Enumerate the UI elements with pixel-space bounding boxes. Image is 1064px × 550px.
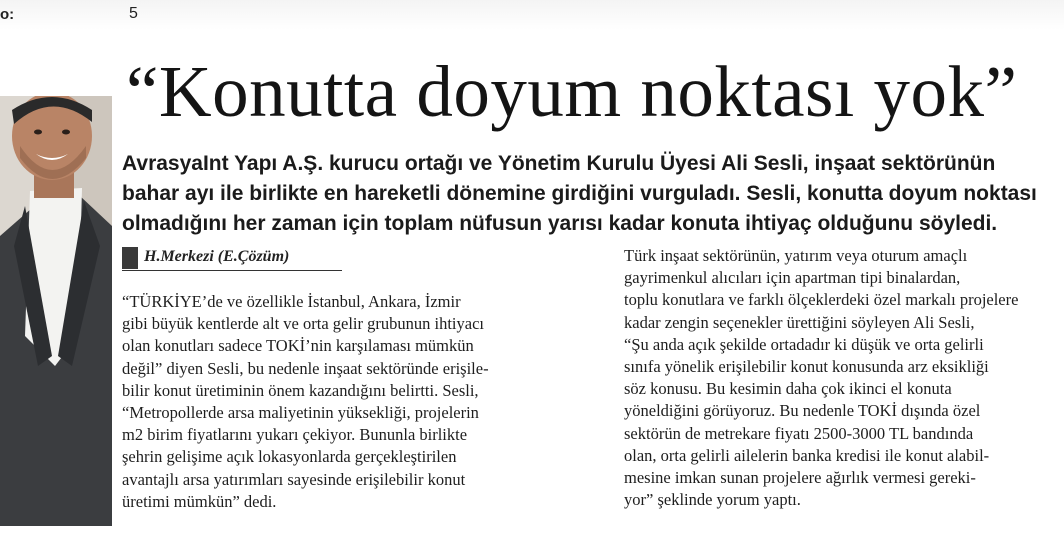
body-line: olan, orta gelirli ailelerin banka kredisi ile konut alabil- xyxy=(624,445,990,465)
body-line: gibi büyük kentlerde alt ve orta gelir grubunun ihtiyacı xyxy=(122,314,484,334)
body-line: “TÜRKİYE’de ve özellikle İstanbul, Ankara, İzmir xyxy=(122,292,461,311)
body-line: üretimi mümkün” dedi. xyxy=(122,491,277,511)
body-column-left xyxy=(122,291,602,513)
body-line: toplu konutlara ve farklı ölçeklerdeki özel markalı projelere xyxy=(624,290,1019,310)
body-column-right xyxy=(624,245,1064,511)
body-line: sektörün de metrekare fiyatı 2500-3000 TL bandında xyxy=(624,423,974,443)
lead-paragraph xyxy=(122,149,1064,239)
body-line: olan konutları sadece TOKİ’nin karşılaması mümkün xyxy=(122,336,474,356)
body-line: mesine imkan sunan projelere ağırlık vermesi gereki- xyxy=(624,468,976,488)
top-strip xyxy=(0,0,1064,30)
byline-marker xyxy=(122,247,138,269)
lead-line: olmadığını her zaman için toplam nüfusun yarısı kadar konuta ihtiyaç olduğunu söyledi. xyxy=(122,212,998,235)
body-line: kadar zengin seçenekler ürettiğini söyleyen Ali Sesli, xyxy=(624,312,975,332)
portrait-illustration xyxy=(0,96,112,526)
body-line: söz konusu. Bu kesimin daha çok ikinci el konuta xyxy=(624,379,952,399)
body-line: Türk inşaat sektörünün, yatırım veya oturum amaçlı xyxy=(624,246,968,265)
byline-text: H.Merkezi (E.Çözüm) xyxy=(144,248,290,265)
body-line: şehrin gelişime açık lokasyonlarda gerçekleştirilen xyxy=(122,447,457,467)
header-label: o: xyxy=(0,6,15,23)
body-line: gayrimenkul alıcıları için apartman tipi binalardan, xyxy=(624,268,961,288)
lead-line: AvrasyaInt Yapı A.Ş. kurucu ortağı ve Yönetim Kurulu Üyesi Ali Sesli, inşaat sektörünün xyxy=(122,152,996,175)
body-line: yöneldiğini görüyoruz. Bu nedenle TOKİ dışında özel xyxy=(624,401,981,421)
body-line: avantajlı arsa yatırımları sayesinde erişilebilir konut xyxy=(122,469,466,489)
body-line: yor” şeklinde yorum yaptı. xyxy=(624,490,801,510)
body-line: m2 birim fiyatlarını yukarı çekiyor. Bununla birlikte xyxy=(122,425,468,445)
body-line: değil” diyen Sesli, bu nedenle inşaat sektöründe erişile- xyxy=(122,358,489,378)
body-line: “Şu anda açık şekilde ortadadır ki düşük ve orta gelirli xyxy=(624,334,984,354)
body-line: bilir konut üretiminin önem kazandığını belirtti. Sesli, xyxy=(122,380,479,400)
body-line: “Metropollerde arsa maliyetinin yüksekliği, projelerin xyxy=(122,403,479,423)
lead-line: bahar ayı ile birlikte en hareketli dönemine girdiğini vurguladı. Sesli, konutta doyum noktası xyxy=(122,182,1037,205)
body-line: sınıfa yönelik erişilebilir konut konusunda arz eksikliği xyxy=(624,357,989,377)
page-number: 5 xyxy=(129,5,138,22)
byline xyxy=(122,244,342,271)
portrait-photo xyxy=(0,96,112,526)
headline: “Konutta doyum noktası yok” xyxy=(126,51,1018,132)
